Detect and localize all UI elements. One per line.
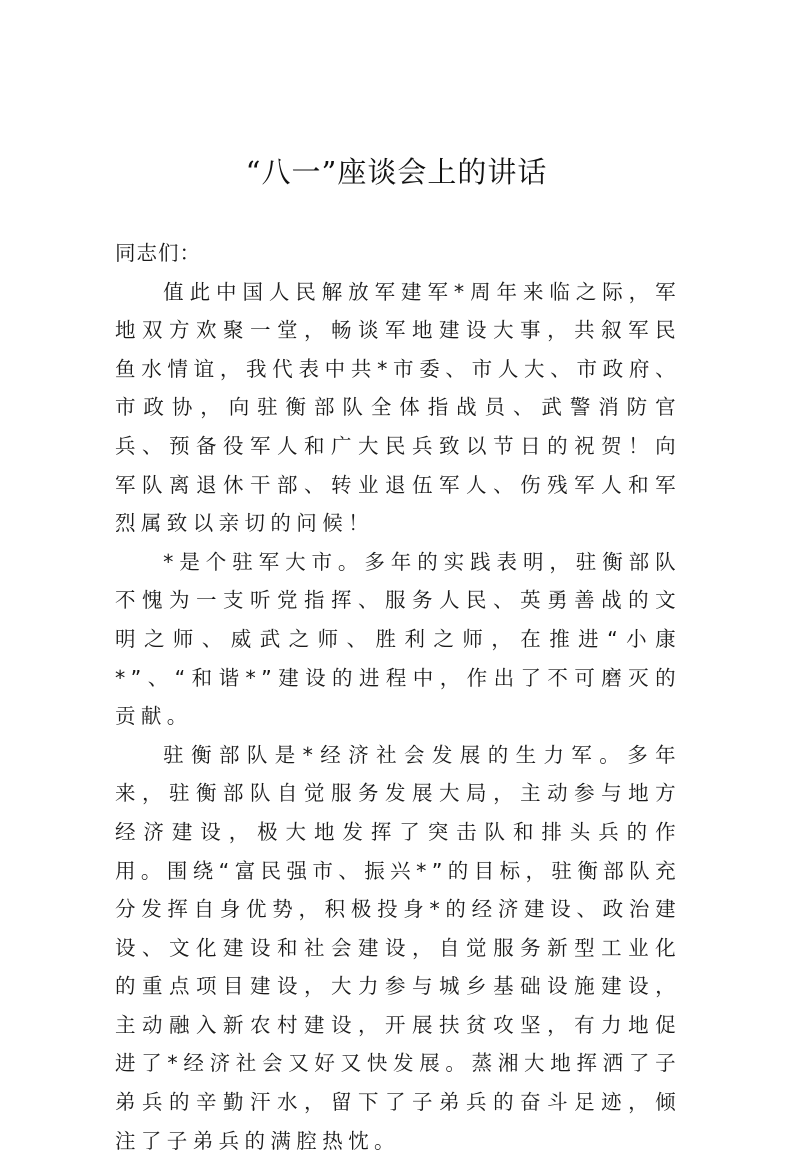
document-body — [115, 234, 681, 1160]
document-title: “八一”座谈会上的讲话 — [245, 155, 548, 189]
paragraph-greeting: 值此中国人民解放军建军*周年来临之际，军地双方欢聚一堂，畅谈军地建设大事，共叙军民鱼水情谊，我代表中共*市委、市人大、市政府、市政协，向驻衡部队全体指战员、武警消防官兵、预备役军人和广大民兵致以节日的祝贺！向军队离退休干部、转业退伍军人、伤残军人和军烈属致以亲切的问候！ — [115, 279, 681, 536]
paragraph-garrison-city: *是个驻军大市。多年的实践表明，驻衡部队不愧为一支听党指挥、服务人民、英勇善战的文明之师、威武之师、胜利之师，在推进“小康*”、“和谐*”建设的进程中，作出了不可磨灭的贡献。 — [115, 549, 681, 729]
paragraph-economic-development: 驻衡部队是*经济社会发展的生力军。多年来，驻衡部队自觉服务发展大局，主动参与地方经济建设，极大地发挥了突击队和排头兵的作用。围绕“富民强市、振兴*”的目标，驻衡部队充分发挥自身优势，积极投身*的经济建设、政治建设、文化建设和社会建设，自觉服务新型工业化的重点项目建设，大力参与城乡基础设施建设，主动融入新农村建设，开展扶贫攻坚，有力地促进了*经济社会又好又快发展。蒸湘大地挥洒了子弟兵的辛勤汗水，留下了子弟兵的奋斗足迹，倾注了子弟兵的满腔热忱。 — [115, 742, 681, 1153]
salutation: 同志们： — [115, 241, 201, 265]
